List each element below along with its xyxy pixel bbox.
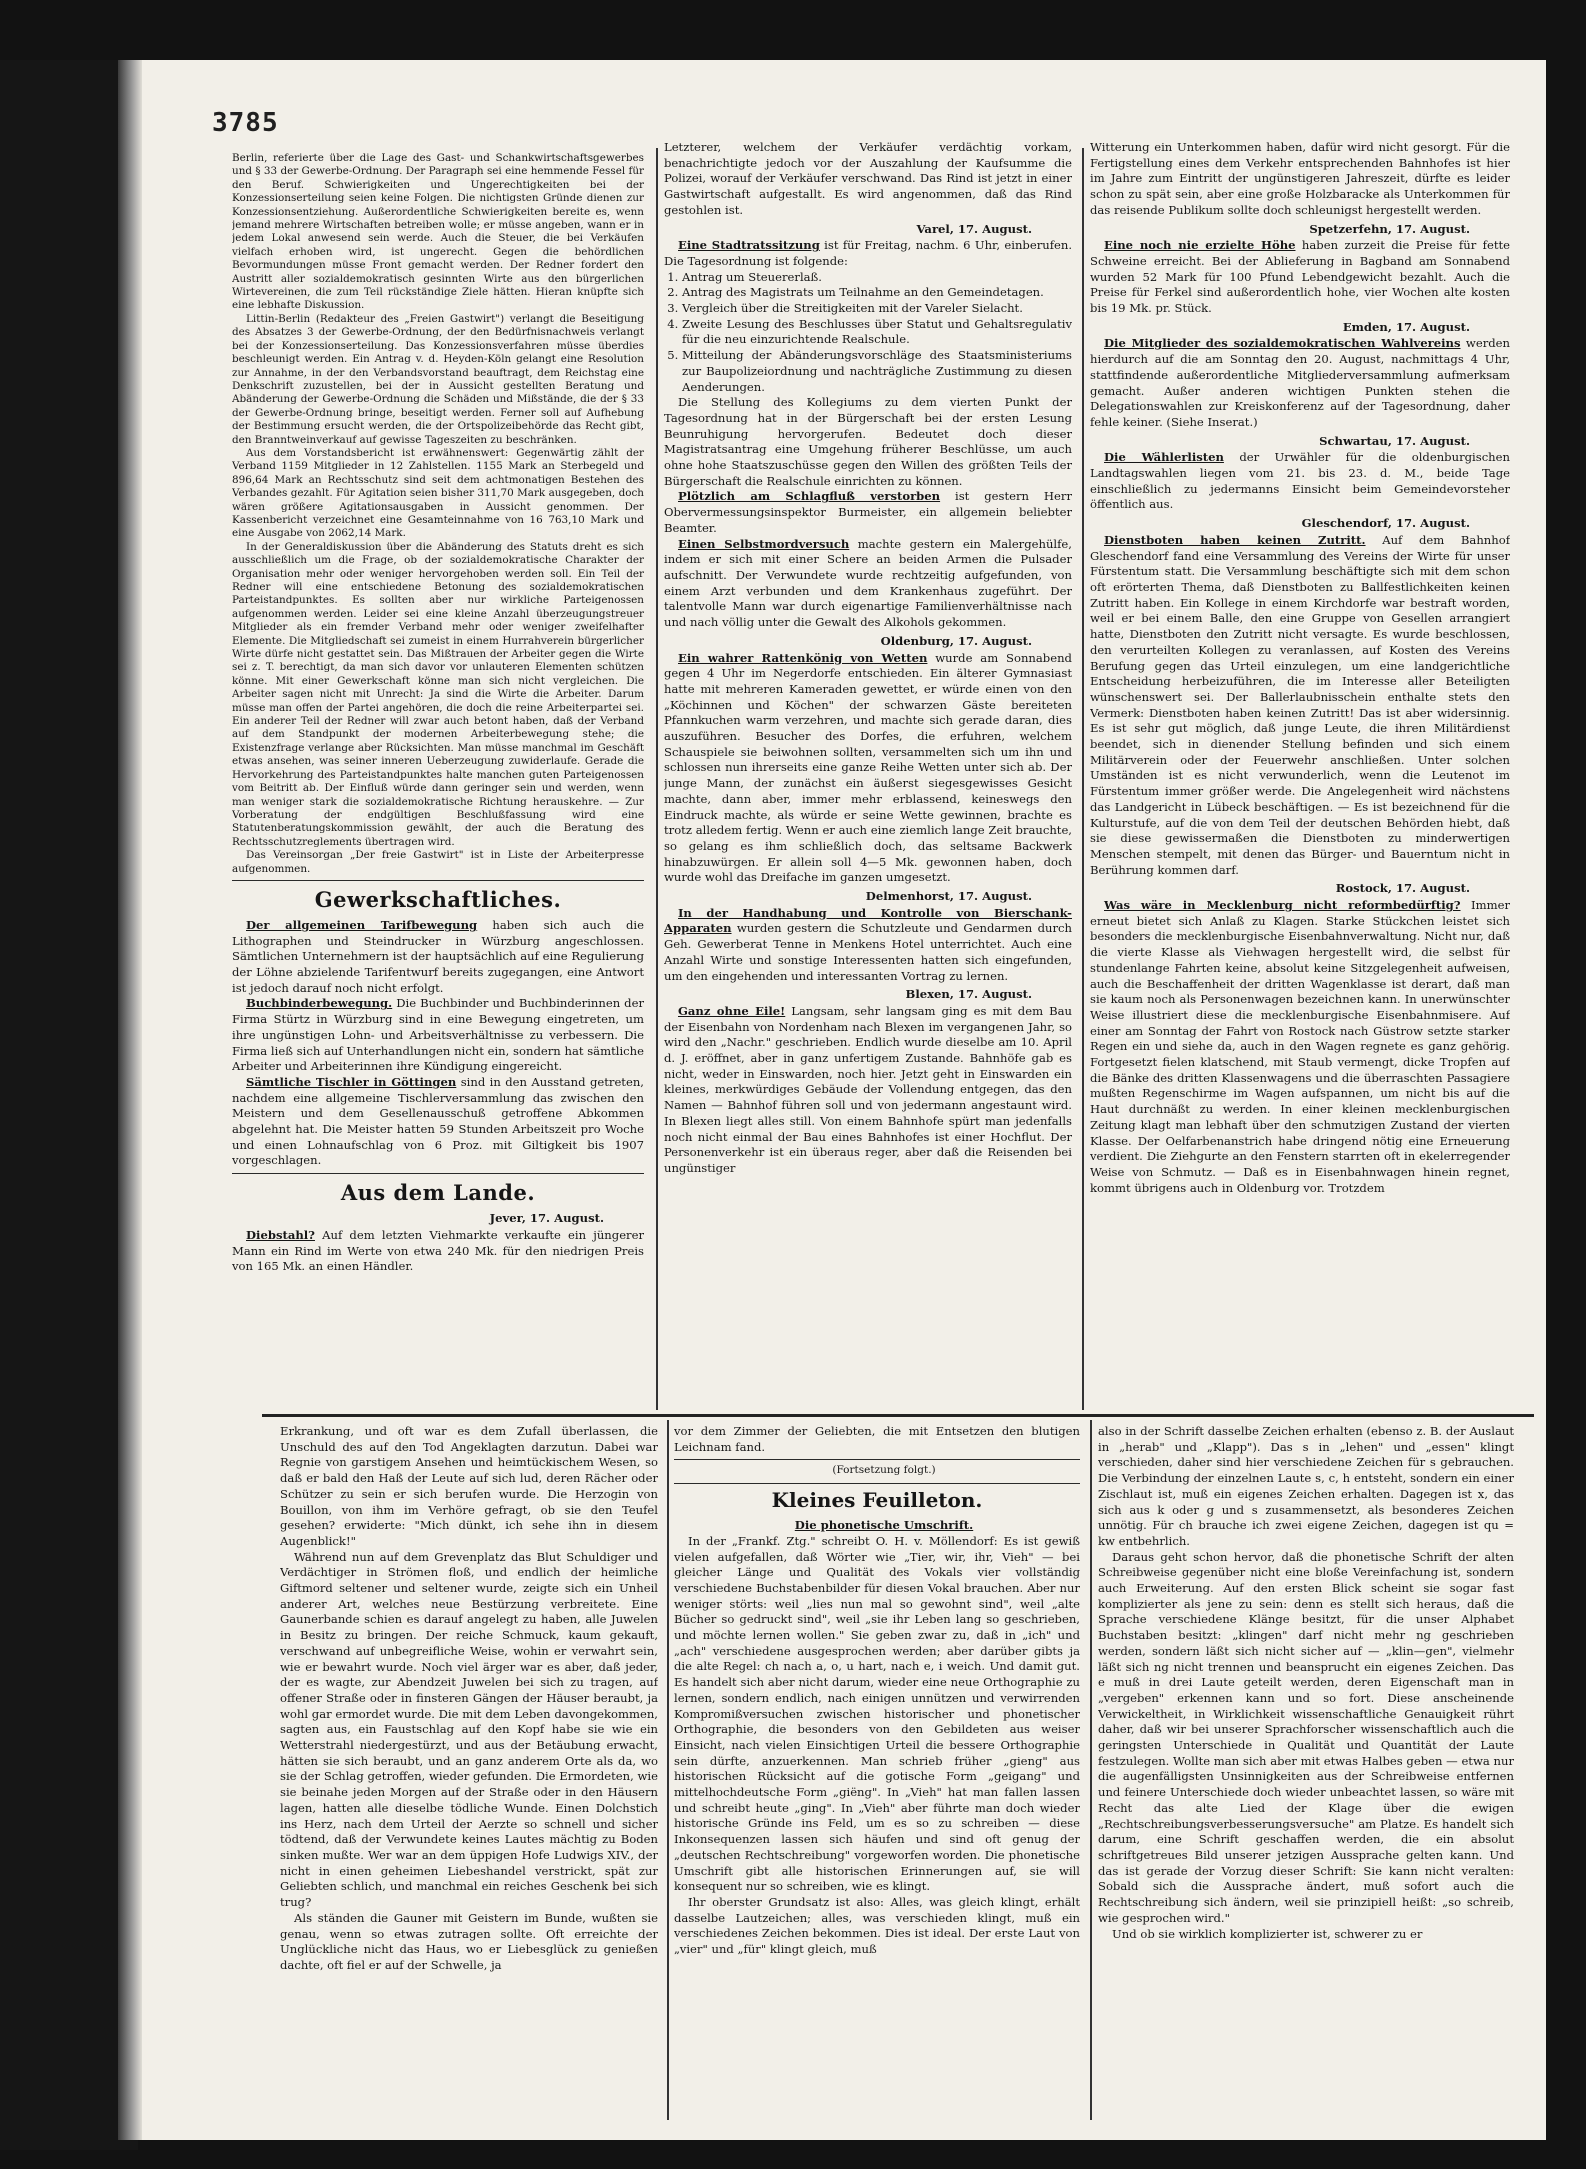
article-paragraph: Witterung ein Unterkommen haben, dafür wird nicht gesorgt. Für die Fertigstellung eines dem Verkehr entsprechenden Bahnhofes ist hier im Jahre zum Eintritt der ungünstigeren Jahreszeit, dürfte es leider schon zu spät sein, aber eine große Holzbaracke als Unterkommen für das reisende Publikum sollte doch schleunigst hergestellt werden. [1090,140,1510,217]
section-rule [674,1483,1080,1484]
article-paragraph: also in der Schrift dasselbe Zeichen erhalten (ebenso z. B. der Auslaut in „herab" und „Klapp"). Das s in „lehen" und „essen" klingt verschieden, daher sind hier verschiedene Zeichen für s gebrauchen. Die Verbindung der einzelnen Laute s, c, h entsteht, sondern ein einer Zischlaut ist, muß ein eigenes Zeichen erhalten. Dagegen ist x, das sich aus k oder g und s zusammensetzt, als besonderes Zeichen unnötig. Für ch brauche ich zwei eigene Zeichen, dagegen ist qu = kw entbehrlich. [1098,1424,1514,1548]
article-text: machte gestern ein Malergehülfe, indem er sich mit einer Schere an beiden Armen die Pulsader aufschnitt. Der Verwundete wurde rechtzeitig aufgefunden, von einem Arzt verbunden und dem Krankenhaus zugeführt. Der talentvolle Mann war durch eigenartige Familienverhältnisse nach und nach völlig unter die Gewalt des Alkohols gekommen. [664,536,1072,630]
list-item: 1. Antrag um Steuererlaß. [682,270,1072,286]
story-paragraph: Als ständen die Gauner mit Geistern im Bunde, wußten sie genau, wenn so etwas zutragen sollte. Oft erreichte der Unglückliche nicht das Haus, wo er Liebesglück zu genießen dachte, oft fiel er auf der Schwelle, ja [280,1910,658,1972]
article-lead: Einen Selbstmordversuch [678,536,850,551]
article-paragraph [664,537,1072,631]
upper-column-1 [232,152,644,1410]
article-paragraph [1090,898,1510,1196]
dateline: Oldenburg, 17. August. [880,633,1032,648]
dateline: Emden, 17. August. [1342,319,1470,334]
section-heading: Aus dem Lande. [340,1180,536,1206]
article-paragraph [232,1228,644,1275]
dateline: Jever, 17. August. [489,1211,604,1226]
article-paragraph: Die Stellung des Kollegiums zu dem vierten Punkt der Tagesordnung hat in der Bürgerschaft bei der ersten Lesung Beunruhigung hervorgerufen. Bedeutet doch dieser Magistratsantrag eine Umgehung früherer Beschlüsse, um auch ohne hohe Staatszuschüsse gegen den Willen des größten Teils der Bürgerschaft die Realschule einrichten zu können. [664,395,1072,488]
article-text: sind in den Ausstand getreten, nachdem eine allgemeine Tischlerversammlung das zwischen den Meistern und dem Gesellenausschuß getroffene Abkommen abgelehnt hat. Die Meister hatten 59 Stunden Arbeitszeit pro Woche und einen Lohnaufschlag von 6 Proz. mit Giltigkeit bis 1907 vorgeschlagen. [232,1074,644,1168]
lower-column-2 [674,1424,1080,2124]
story-paragraph: vor dem Zimmer der Geliebten, die mit Entsetzen den blutigen Leichnam fand. [674,1424,1080,1454]
article-paragraph: In der „Frankf. Ztg." schreibt O. H. v. Möllendorf: Es ist gewiß vielen aufgefallen, daß Wörter wie „Tier, wir, ihr, Vieh" — bei gleicher Länge und Qualität des Vokals vier vollständig verschiedene Buchstabenbilder für diesen Vokal brauchen. Aber nur weniger störts: weil „lies nun mal so gewohnt sind", weil „alte Bücher so gedruckt sind", weil „sie ihr Leben lang so geschrieben, und möchte lernen wollen." Sie geben zwar zu, daß in „ich" und „ach" verschiedene ausgesprochen werden; aber darüber gibts ja die alte Regel: ch nach a, o, u hart, nach e, i weich. Und damit gut. Es handelt sich aber nicht darum, wieder eine neue Orthographie zu lernen, sondern endlich, nach einigen unnützen und verwirrenden Kompromißversuchen zwischen historischer und phonetischer Orthographie, die besonders von den Gebildeten aus weiser Einsicht, nach vielen Einsichtigen Urteil die bessere Orthographie sein dürfte, anzuerkennen. Man schrieb früher „gieng" aus historischen Rücksicht auf die gotische Form „geigang" und mittelhochdeutsche Form „giëng". In „Vieh" hat man fallen lassen und schreibt heute „ging". In „Vieh" aber führte man doch wieder historische Gründe ins Feld, um es so zu schreiben — diese Inkonsequenzen lassen sich häufen und sind oft genug der „deutschen Rechtschreibung" vorgeworfen worden. Die phonetische Umschrift gibt alle historischen Erinnerungen auf, sie will konsequent nur so schreiben, wie es klingt. [674,1533,1080,1894]
article-paragraph [1090,533,1510,878]
article-text: Auf dem letzten Viehmarkte verkaufte ein jüngerer Mann ein Rind im Werte von etwa 240 Mk. für den niedrigen Preis von 165 Mk. an einen Händler. [232,1227,644,1274]
article-paragraph [1090,336,1510,430]
article-text: der Urwähler für die oldenburgischen Landtagswahlen liegen vom 21. bis 23. d. M., beide Tage einschließlich zu jedermanns Einsicht beim Gemeindevorsteher öffentlich aus. [1090,450,1510,512]
article-subheading: Die phonetische Umschrift. [794,1518,974,1533]
dateline: Gleschendorf, 17. August. [1301,516,1470,531]
article-lead: Dienstboten haben keinen Zutritt. [1104,532,1366,547]
article-text: Auf dem Bahnhof Gleschendorf fand eine Versammlung des Vereins der Wirte für unser Fürstentum statt. Die Versammlung beschäftigte sich mit dem schon oft erörterten Thema, daß Dienstboten zu Ballfestlichkeiten keinen Zutritt haben. Ein Kollege in einem Kirchdorfe war bestraft worden, weil er bei einem Balle, den eine Gruppe von Gesellen arrangiert hatte, Dienstboten den Zutritt nicht versagte. Es wurde beschlossen, den verurteilten Kollegen zu veranlassen, auf Kosten des Vereins Berufung gegen das Urteil einzulegen, um eine landgerichtliche Entscheidung herbeizuführen, die im Interesse aller Beteiligten wünschenswert sei. Der Ballerlaubnisschein enthalte stets den Vermerk: Dienstboten haben keinen Zutritt! Das ist aber widersinnig. Es ist sehr gut möglich, daß junge Leute, die ihren Militärdienst beendet, sich in dienender Stellung befinden und sich einem Militärverein oder der Feuerwehr anschließen. Unter solchen Umständen ist es nicht verwunderlich, wenn die Leutenot im Fürstentum immer größer werde. Die Angelegenheit wird nächstens das Landgericht in Lübeck beschäftigen. — Es ist bezeichnend für die Kulturstufe, auf die von dem Teil der deutschen Behörden hiebt, daß sie diese gewissermaßen die Dienstboten zu minderwertigen Menschen stempelt, mit denen das Bürger- und Bauerntum nicht in Berührung kommen darf. [1090,532,1510,877]
article-lead: Die Wählerlisten [1104,450,1224,465]
article-paragraph [1090,238,1510,317]
article-text: wurden gestern die Schutzleute und Gendarmen durch Geh. Gewerberat Tenne in Menkens Hotel unterrichtet. Auch eine Anzahl Wirte und sonstige Interessenten hatten sich eingefunden, um den eingehenden und interessanten Vortrag zu lernen. [664,921,1072,983]
article-paragraph: In der Generaldiskussion über die Abänderung des Statuts dreht es sich ausschließlich um die Frage, ob der sozialdemokratische Charakter der Organisation mehr oder weniger hervorgehoben werden soll. Ein Teil der Redner will eine entschiedene Betonung des sozialdemokratischen Parteistandpunktes. Es sollten aber nur wirkliche Parteigenossen aufgenommen werden. Leider sei eine kleine Anzahl überzeugungstreuer Mitglieder als ein fremder Verband mehr oder weniger zweifelhafter Elemente. Die Mitgliedschaft sei zumeist in einem Hurrahverein bürgerlicher Wirte dürfe nicht gestattet sein. Das Mißtrauen der Arbeiter gegen die Wirte sei z. T. berechtigt, da man sich davor vor unlauteren Elementen schützen könne. Mit einer Gewerkschaft könne man sich nicht vergleichen. Die Arbeiter sagen nicht mit Unrecht: Ja sind die Wirte die Arbeiter. Darum müsse man offen der Partei angehören, die doch die reine Arbeiterpartei sei. Ein anderer Teil der Redner will zwar auch betont haben, daß der Verband auf dem Standpunkt der modernen Arbeiterbewegung stehe; die Existenzfrage verlange aber Rücksichten. Man müsse manchmal im Geschäft etwas ansehen, was seiner inneren Ueberzeugung zuwiderlaufe. Gerade die Hervorkehrung des Parteistandpunktes halte manchen guten Parteigenossen vom Beitritt ab. Der Einfluß würde dann geringer sein und werden, wenn man weniger stark die sozialdemokratische Richtung herauskehre. — Zur Vorberatung der endgültigen Beschlußfassung wird eine Statutenberatungskommission gewählt, der auch die Beratung des Rechtsschutzreglements übertragen wird. [232,540,644,848]
article-paragraph: Berlin, referierte über die Lage des Gast- und Schankwirtschaftsgewerbes und § 33 der Gewerbe-Ordnung. Der Paragraph sei eine hemmende Fessel für den Beruf. Schwierigkeiten und Ungerechtigkeiten bei der Konzessionserteilung seien keine Folgen. Die nichtigsten Gründe dienen zur Konzessionsentziehung. Außerordentliche Schwierigkeiten bereite es, wenn jemand mehrere Wirtschaften betreiben wolle; er müsse angeben, wann er in jedem Lokal anwesend sein werde. Auch die Steuer, die bei Verkäufen vielfach erhoben wird, ist ungerecht. Gegen die behördlichen Bevormundungen müsse Front gemacht werden. Der Redner fordert den Austritt aller sozialdemokratisch gesinnten Wirte aus den bürgerlichen Wirtevereinen, die zum Teil rückständige Ziele hätten. Hieran knüpfte sich eine lebhafte Diskussion. [232,152,644,312]
list-item: 4. Zweite Lesung des Beschlusses über Statut und Gehaltsregulativ für die neu einzurichtende Realschule. [682,317,1072,348]
list-item: 5. Mitteilung der Abänderungsvorschläge des Staatsministeriums zur Baupolizeiordnung und nachträgliche Zustimmung zu diesen Aenderungen. [682,348,1072,395]
article-paragraph [232,1075,644,1169]
story-paragraph: Erkrankung, und oft war es dem Zufall überlassen, die Unschuld des auf den Tod Angeklagten darzutun. Dabei war Regnie von garstigem Ansehen und heimtückischem Wesen, so daß er bald den Haß der Leute auf sich lud, deren Rächer oder Schützer zu sein er sich berufen wurde. Die Herzogin von Bouillon, von ihm im Verhöre gefragt, ob sie den Teufel gesehen? erwiderte: "Mich dünkt, ich sehe ihn in diesem Augenblick!" [280,1424,658,1548]
article-paragraph [232,996,644,1075]
page-number: 3785 [212,108,279,138]
article-paragraph: Das Vereinsorgan „Der freie Gastwirt" ist in Liste der Arbeiterpresse aufgenommen. [232,849,644,875]
list-item: 2. Antrag des Magistrats um Teilnahme an den Gemeindetagen. [682,285,1072,301]
section-rule [232,880,644,881]
article-lead: Der allgemeinen Tarifbewegung [246,917,478,932]
list-item: 3. Vergleich über die Streitigkeiten mit der Vareler Sielacht. [682,301,1072,317]
article-paragraph [232,918,644,997]
article-text: haben zurzeit die Preise für fette Schweine erreicht. Bei der Ablieferung in Bagband am Sonnabend wurden 52 Mark für 100 Pfund Lebendgewicht bezahlt. Auch die Preise für Ferkel sind außerordentlich hohe, vier Wochen alte kosten bis 19 Mk. pr. Stück. [1090,238,1510,316]
article-paragraph: Littin-Berlin (Redakteur des „Freien Gastwirt") verlangt die Beseitigung des Absatzes 3 der Gewerbe-Ordnung, der den Bedürfnisnachweis verlangt bei der Konzessionserteilung. Das Konzessionsverfahren müsse überdies beschleunigt werden. Ein Antrag v. d. Heyden-Köln gelangt eine Resolution zur Annahme, in der den Verbandsvorstand beauftragt, dem Reichstag eine Denkschrift zuzustellen, bei der in Aussicht gestellten Beratung und Abänderung der Gewerbe-Ordnung die Schäden und Mißstände, die der § 33 der Gewerbe-Ordnung bringe, beseitigt werden. Ferner soll auf Aufhebung der Bestimmung ersucht werden, die der Ortspolizeibehörde das Recht gibt, den Branntweinverkauf auf gewisse Tageszeiten zu beschränken. [232,312,644,446]
article-paragraph: Ihr oberster Grundsatz ist also: Alles, was gleich klingt, erhält dasselbe Lautzeichen; alles, was verschieden klingt, muß ein verschiedenes Zeichen bekommen. Dies ist ideal. Der erste Laut von „vier" und „für" klingt gleich, muß [674,1894,1080,1957]
article-paragraph [664,651,1072,887]
lower-column-3 [1098,1424,1514,2124]
article-text: Langsam, sehr langsam ging es mit dem Bau der Eisenbahn von Nordenham nach Blexen im vergangenen Jahr, so wird den „Nachr." geschrieben. Endlich wurde dieselbe am 10. April d. J. eröffnet, aber in ganz unfertigem Zustande. Bahnhöfe gab es nicht, weder in Einswarden, noch hier. Jetzt geht in Einswarden ein kleines, merkwürdiges Gebäude der Vollendung entgegen, das den Namen — Bahnhof führen soll und von jedermann angestaunt wird. In Blexen liegt alles still. Von einem Bahnhofe spürt man jedenfalls noch nicht einmal der Bau eines Bahnhofes ist einer Hochflut. Der Personenverkehr ist ein überaus reger, aber daß die Reisenden bei ungünstiger [664,1003,1072,1175]
feuilleton-divider [262,1414,1534,1417]
article-paragraph [664,906,1072,985]
article-text: werden hierdurch auf die am Sonntag den 20. August, nachmittags 4 Uhr, stattfindende außerordentliche Mitgliederversammlung aufmerksam gemacht. Außer anderen wichtigen Punkten stehen die Delegationswahlen zur Kreiskonferenz auf der Tagesordnung, daher fehle keiner. (Siehe Inserat.) [1090,336,1510,429]
article-paragraph: Aus dem Vorstandsbericht ist erwähnenswert: Gegenwärtig zählt der Verband 1159 Mitglieder in 12 Zahlstellen. 1155 Mark an Sterbegeld und 896,64 Mark an Rechtsschutz sind seit dem achtmonatigen Bestehen des Verbandes gezahlt. Für Agitation seien bisher 311,70 Mark ausgegeben, doch wären größere Agitationsausgaben in Aussicht genommen. Der Kassenbericht verzeichnet eine Gesamteinnahme von 16 763,10 Mark und eine Ausgabe von 2062,14 Mark. [232,446,644,540]
article-paragraph [664,238,1072,269]
article-lead: Ganz ohne Eile! [678,1003,786,1018]
section-rule [232,1173,644,1174]
dateline: Schwartau, 17. August. [1319,433,1470,448]
article-text: ist für Freitag, nachm. 6 Uhr, einberufen. Die Tagesordnung ist folgende: [664,238,1072,268]
article-paragraph [664,489,1072,536]
column-divider [667,1420,669,2120]
article-paragraph: Daraus geht schon hervor, daß die phonetische Schrift der alten Schreibweise gegenüber nicht eine bloße Vereinfachung ist, sondern auch Erweiterung. Auf den ersten Blick scheint sie sogar fast komplizierter als jene zu sein: denn es stellt sich heraus, daß die Sprache verschiedene Klänge besitzt, für die unser Alphabet Buchstaben besitzt: „klingen" darf nicht mehr ng geschrieben werden, sondern läßt sich nicht sicher auf — „klin—gen", vielmehr läßt sich ng nicht trennen und beansprucht ein eigenes Zeichen. Das e muß in drei Laute geteilt werden, deren Eigenschaft man in „vergeben" erkennen kann und so fort. Diese anscheinende Verwickeltheit, in Wirklichkeit wissenschaftliche Genauigkeit rührt daher, daß wir bei unserer Sprachforscher wissenschaftlich auch die geringsten Unterschiede in Qualität und Quantität der Laute festzulegen. Wollte man sich aber mit etwas Halbes geben — etwa nur die augenfälligsten Unsinnigkeiten aus der Schreibweise entfernen und feinere Unterschiede doch wieder unbeachtet lassen, so wäre mit Recht das alte Lied der Klage über die ewigen „Rechtschreibungsverbesserungsversuche" am Platze. Es handelt sich darum, eine Schrift geschaffen werden, die ein absolut schriftgetreues Bild unserer jetzigen Aussprache gelten kann. Und das ist gerade der Vorzug dieser Schrift: Sie kann nicht veralten: Sobald sich die Aussprache ändert, muß sofort auch die Rechtschreibung sich ändern, weil sie prinzipiell heißt: „so schreib, wie gesprochen wird." [1098,1549,1514,1925]
section-heading: Gewerkschaftliches. [314,886,562,912]
dateline: Spetzerfehn, 17. August. [1309,221,1470,236]
article-text: ist gestern Herr Obervermessungsinspektor Burmeister, ein allgemein beliebter Beamter. [664,489,1072,535]
dateline: Varel, 17. August. [916,221,1032,236]
article-lead: Eine noch nie erzielte Höhe [1104,238,1296,253]
agenda-list [664,270,1072,396]
article-paragraph: Letzterer, welchem der Verkäufer verdächtig vorkam, benachrichtigte jedoch vor der Auszahlung der Kaufsumme die Polizei, worauf der Verkäufer verschwand. Das Rind ist jetzt in einer Gastwirtschaft aufgestallt. Es wird angenommen, daß das Rind gestohlen ist. [664,140,1072,217]
article-lead: Buchbinderbewegung. [246,996,393,1011]
article-lead: Diebstahl? [246,1227,315,1242]
article-lead: Die Mitglieder des sozialdemokratischen Wahlvereins [1104,336,1461,351]
column-divider [656,148,658,1410]
article-paragraph: Und ob sie wirklich komplizierter ist, schwerer zu er [1112,1926,1423,1941]
column-divider [1090,1420,1092,2120]
article-lead: Sämtliche Tischler in Göttingen [246,1074,457,1089]
article-text: haben sich auch die Lithographen und Steindrucker in Würzburg angeschlossen. Sämtlichen Unternehmern ist der hauptsächlich auf eine Regulierung der Löhne abzielende Tarifentwurf bereits zugegangen, eine Antwort ist jedoch darauf noch nicht erfolgt. [232,917,644,995]
article-paragraph [1090,450,1510,513]
upper-column-3 [1090,140,1510,1410]
article-text: wurde am Sonnabend gegen 4 Uhr im Negerdorfe entschieden. Ein älterer Gymnasiast hatte mit mehreren Kameraden gewettet, er würde einen von den „Köchinnen und Köchen" der schwarzen Gäste bereiteten Pfannkuchen warm verzehren, und machte sich gerade daran, dies auszuführen. Besucher des Dorfes, die erfuhren, welchem Schauspiele sie beiwohnen sollten, versammelten sich um ihn und schlossen nun ihrerseits eine ganze Reihe Wetten unter sich ab. Der junge Mann, der zunächst ein äußerst siegesgewisses Gesicht machte, dann aber, immer mehr erblassend, keineswegs den Eindruck machte, als würde er seine Wette gewinnen, brachte es trotz alledem fertig. Wenn er auch eine ziemlich lange Zeit brauchte, so gelang es ihm schließlich doch, das seltsame Backwerk hinabzuwürgen. Er allein soll 4—5 Mk. gewonnen haben, doch wurde wohl das Dreifache im ganzen umgesetzt. [664,650,1072,885]
column-divider [1082,148,1084,1410]
section-rule [674,1459,1080,1460]
article-lead: In der Handhabung und Kontrolle von Bierschank-Apparaten [664,905,1072,936]
article-text: Die Buchbinder und Buchbinderinnen der Firma Stürtz in Würzburg sind in eine Bewegung eingetreten, um ihre ungünstigen Lohn- und Arbeitsverhältnisse zu verbessern. Die Firma ließ sich auf Unterhandlungen nicht ein, sondern hat sämtliche Arbeiter und Arbeiterinnen ihre Kündigung eingereicht. [232,996,644,1074]
dateline: Rostock, 17. August. [1335,881,1470,896]
dateline: Blexen, 17. August. [905,987,1032,1002]
feuilleton-heading: Kleines Feuilleton. [771,1488,983,1513]
article-lead: Eine Stadtratssitzung [678,238,820,253]
lower-column-1 [280,1424,658,2124]
article-lead: Was wäre in Mecklenburg nicht reformbedürftig? [1104,898,1461,913]
continuation-note: (Fortsetzung folgt.) [832,1464,936,1477]
upper-column-2 [664,140,1072,1410]
article-text: Immer erneut bietet sich Anlaß zu Klagen. Starke Stückchen leistet sich besonders die mecklenburgische Eisenbahnverwaltung. Nicht nur, daß die vierte Klasse als Viehwagen hergestellt wird, die selbst für stundenlange Fahrten keine, absolut keine Sitzgelegenheit aufweisen, auch die Beschaffenheit der dritten Wagenklasse ist derart, daß man sie kaum noch als Personenwagen bezeichnen kann. In unerwünschter Weise illustriert diese die mecklenburgische Eisenbahnmisere. Auf einer am Sonntag der Fahrt von Rostock nach Güstrow setzte starker Regen ein und siehe da, auch in den Wagen regnete es ganz gehörig. Fortgesetzt fielen klatschend, mit Staub vermengt, dicke Tropfen auf die Bänke des dritten Klassenwagens und die überraschten Passagiere mußten Regenschirme im Wagen aufspannen, um nicht bis auf die Haut durchnäßt zu werden. In einer kleinen mecklenburgischen Zeitung klagt man lebhaft über den schmutzigen Zustand der vierten Klasse. Der Oelfarbenanstrich habe dringend nötig eine Erneuerung verdient. Die Ziehgurte an den Fenstern starrten oft in ekelerregender Weise von Schmutz. — Daß es in Eisenbahnwagen hinein regnet, kommt übrigens auch in Oldenburg vor. Trotzdem [1090,898,1510,1195]
dateline: Delmenhorst, 17. August. [865,889,1032,904]
article-lead: Plötzlich am Schlagfluß verstorben [678,489,941,504]
story-paragraph: Während nun auf dem Grevenplatz das Blut Schuldiger und Verdächtiger in Strömen floß, und endlich der heimliche Giftmord seltener und seltener wurde, zeigte sich ein Unheil anderer Art, welches neue Bestürzung verbreitete. Eine Gaunerbande schien es darauf angelegt zu haben, alle Juwelen in Besitz zu bringen. Der reiche Schmuck, kaum gekauft, verschwand auf unbegreifliche Weise, wohin er verwahrt sein, wie er bewahrt wurde. Noch viel ärger war es aber, daß jeder, der es wagte, zur Abendzeit Juwelen bei sich zu tragen, auf offener Straße oder in finsteren Gängen der Häuser beraubt, ja wohl gar ermordet wurde. Die mit dem Leben davongekommen, sagten aus, ein Faustschlag auf den Kopf habe sie wie ein Wetterstrahl niedergestürzt, und aus der Betäubung erwacht, hätten sie sich beraubt, und an ganz anderem Orte als da, wo sie der Schlag getroffen, wieder gefunden. Die Ermordeten, wie sie beinahe jeden Morgen auf der Straße oder in den Häusern lagen, hatten alle dieselbe tödliche Wunde. Einen Dolchstich ins Herz, nach dem Urteil der Aerzte so schnell und sicher tödtend, daß der Verwundete keines Lautes mächtig zu Boden sinken mußte. Wer war an dem üppigen Hofe Ludwigs XIV., der nicht in einen geheimen Liebeshandel verstrickt, spät zur Geliebten schlich, und manchmal ein reiches Geschenk bei sich trug? [280,1549,658,1910]
article-paragraph [664,1004,1072,1177]
binding-edge [118,60,142,2140]
article-lead: Ein wahrer Rattenkönig von Wetten [678,650,928,665]
